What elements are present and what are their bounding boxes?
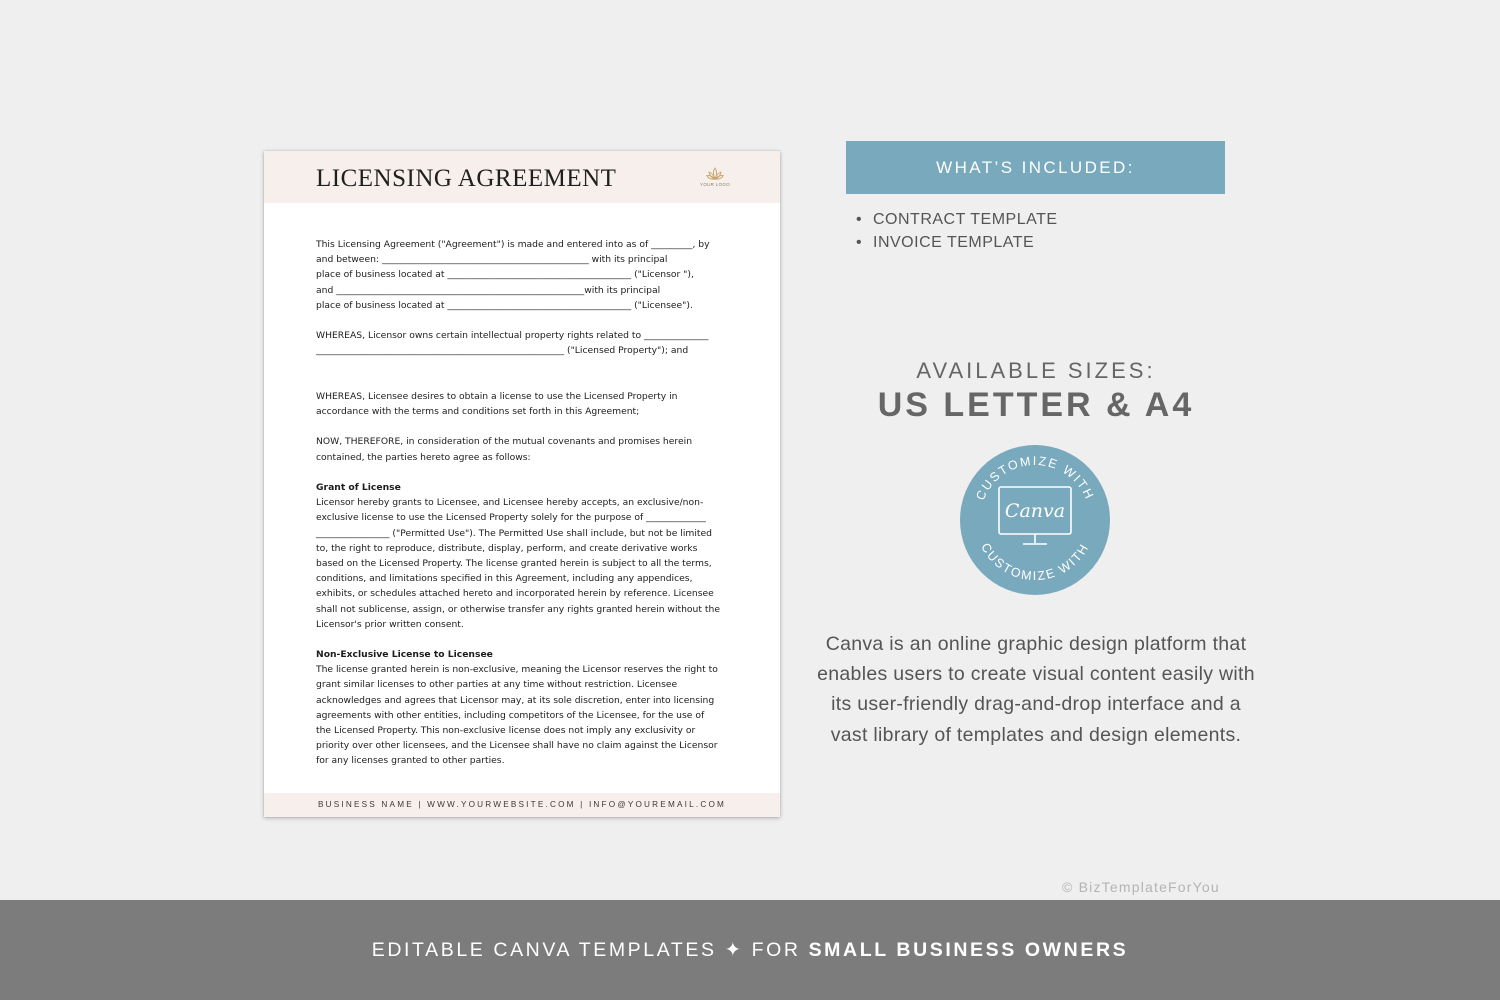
tagline-normal: EDITABLE CANVA TEMPLATES ✦ FOR — [371, 939, 809, 961]
included-item: • CONTRACT TEMPLATE — [856, 209, 1058, 232]
body-line: accordance with the terms and conditions set forth in this Agreement; — [316, 406, 640, 418]
included-list — [856, 209, 1058, 254]
customize-with-canva-badge — [960, 445, 1110, 595]
body-line: grant similar licenses to other parties at any time without restriction. Licensee — [316, 679, 678, 691]
body-line: exhibits, or schedules attached hereto and incorporated herein by reference. Licensee — [316, 588, 714, 600]
body-line: Licensor's prior written consent. — [316, 618, 464, 630]
body-line: NOW, THEREFORE, in consideration of the mutual covenants and promises herein — [316, 436, 693, 448]
blank-line — [316, 632, 736, 647]
body-line: conditions, and limitations specified in this Agreement, including any appendices, — [316, 573, 693, 585]
body-line: WHEREAS, Licensor owns certain intellectual property rights related to ______________ — [316, 330, 709, 342]
lotus-icon — [706, 167, 724, 181]
document-body — [316, 237, 736, 769]
blank-line — [316, 313, 736, 328]
badge-ring-text-bottom: CUSTOMIZE WITH — [978, 540, 1092, 584]
body-line: Licensor hereby grants to Licensee, and Licensee hereby accepts, an exclusive/non- — [316, 497, 704, 509]
tagline-bold: SMALL BUSINESS OWNERS — [808, 939, 1129, 961]
bottom-tagline-bar — [0, 900, 1500, 1000]
blank-line — [316, 465, 736, 480]
whats-included-banner: WHAT’S INCLUDED: — [846, 141, 1225, 194]
available-sizes-value: US LETTER & A4 — [877, 386, 1195, 424]
body-line: This Licensing Agreement ("Agreement") is made and entered into as of _________, by — [316, 239, 710, 250]
body-line: The license granted herein is non-exclusive, meaning the Licensor reserves the right to — [316, 664, 718, 676]
available-sizes-label: AVAILABLE SIZES: — [916, 358, 1156, 383]
body-line: the Licensed Property. This non-exclusive license does not imply any exclusivity or — [316, 725, 696, 736]
body-line: to, the right to reproduce, distribute, display, perform, and create derivative works — [316, 542, 698, 554]
badge-ring-text-top: CUSTOMIZE WITH — [973, 453, 1097, 503]
body-line: contained, the parties hereto agree as follows: — [316, 451, 531, 463]
body-line: exclusive license to use the Licensed Property solely for the purpose of _____________ — [316, 512, 706, 524]
blank-line — [316, 374, 736, 389]
body-line: and between: _____________________________________________ with its principal — [316, 254, 668, 266]
logo-placeholder — [700, 167, 730, 195]
canva-brand-text: Canva — [1004, 500, 1066, 522]
section-heading: Non-Exclusive License to Licensee — [316, 649, 493, 661]
body-line: place of business located at ________________________________________ ("Licensor "), — [316, 269, 694, 281]
logo-text: YOUR LOGO — [700, 182, 730, 187]
body-line: ______________________________________________________ ("Licensed Property"); and — [316, 345, 689, 357]
blank-line — [316, 419, 736, 434]
body-line: priority over other licensees, and the Licensee shall have no claim against the Licensor — [316, 740, 718, 752]
document-header — [264, 151, 780, 203]
body-line: acknowledges and agrees that Licensor may, at its sole discretion, enter into licensing — [316, 694, 715, 706]
document-title: LICENSING AGREEMENT — [316, 165, 617, 192]
body-line: for any licenses granted to other parties. — [316, 755, 505, 767]
section-heading: Grant of License — [316, 482, 401, 493]
copyright-watermark: © BizTemplateForYou — [1062, 879, 1220, 895]
canva-description: Canva is an online graphic design platform that enables users to create visual content easily with its user-friendly drag-and-drop interface and a vast library of templates and design elements. — [817, 633, 1255, 746]
document-preview — [264, 151, 780, 817]
body-line: ________________ ("Permitted Use"). The Permitted Use shall include, but not be limited — [316, 527, 712, 539]
included-item: • INVOICE TEMPLATE — [856, 232, 1058, 255]
body-line: agreements with other entities, including competitors of the Licensee, for the use of — [316, 709, 705, 721]
document-footer: BUSINESS NAME | WWW.YOURWEBSITE.COM | INFO@YOUREMAIL.COM — [264, 793, 780, 817]
body-line: place of business located at ________________________________________ ("Licensee"). — [316, 299, 693, 311]
body-line: based on the Licensed Property. The license granted herein is subject to all the terms, — [316, 557, 712, 569]
body-line: and ______________________________________________________with its principal — [316, 284, 661, 296]
blank-line — [316, 359, 736, 374]
body-line: shall not sublicense, assign, or otherwise transfer any rights granted herein without the — [316, 603, 720, 615]
body-line: WHEREAS, Licensee desires to obtain a license to use the Licensed Property in — [316, 390, 678, 402]
